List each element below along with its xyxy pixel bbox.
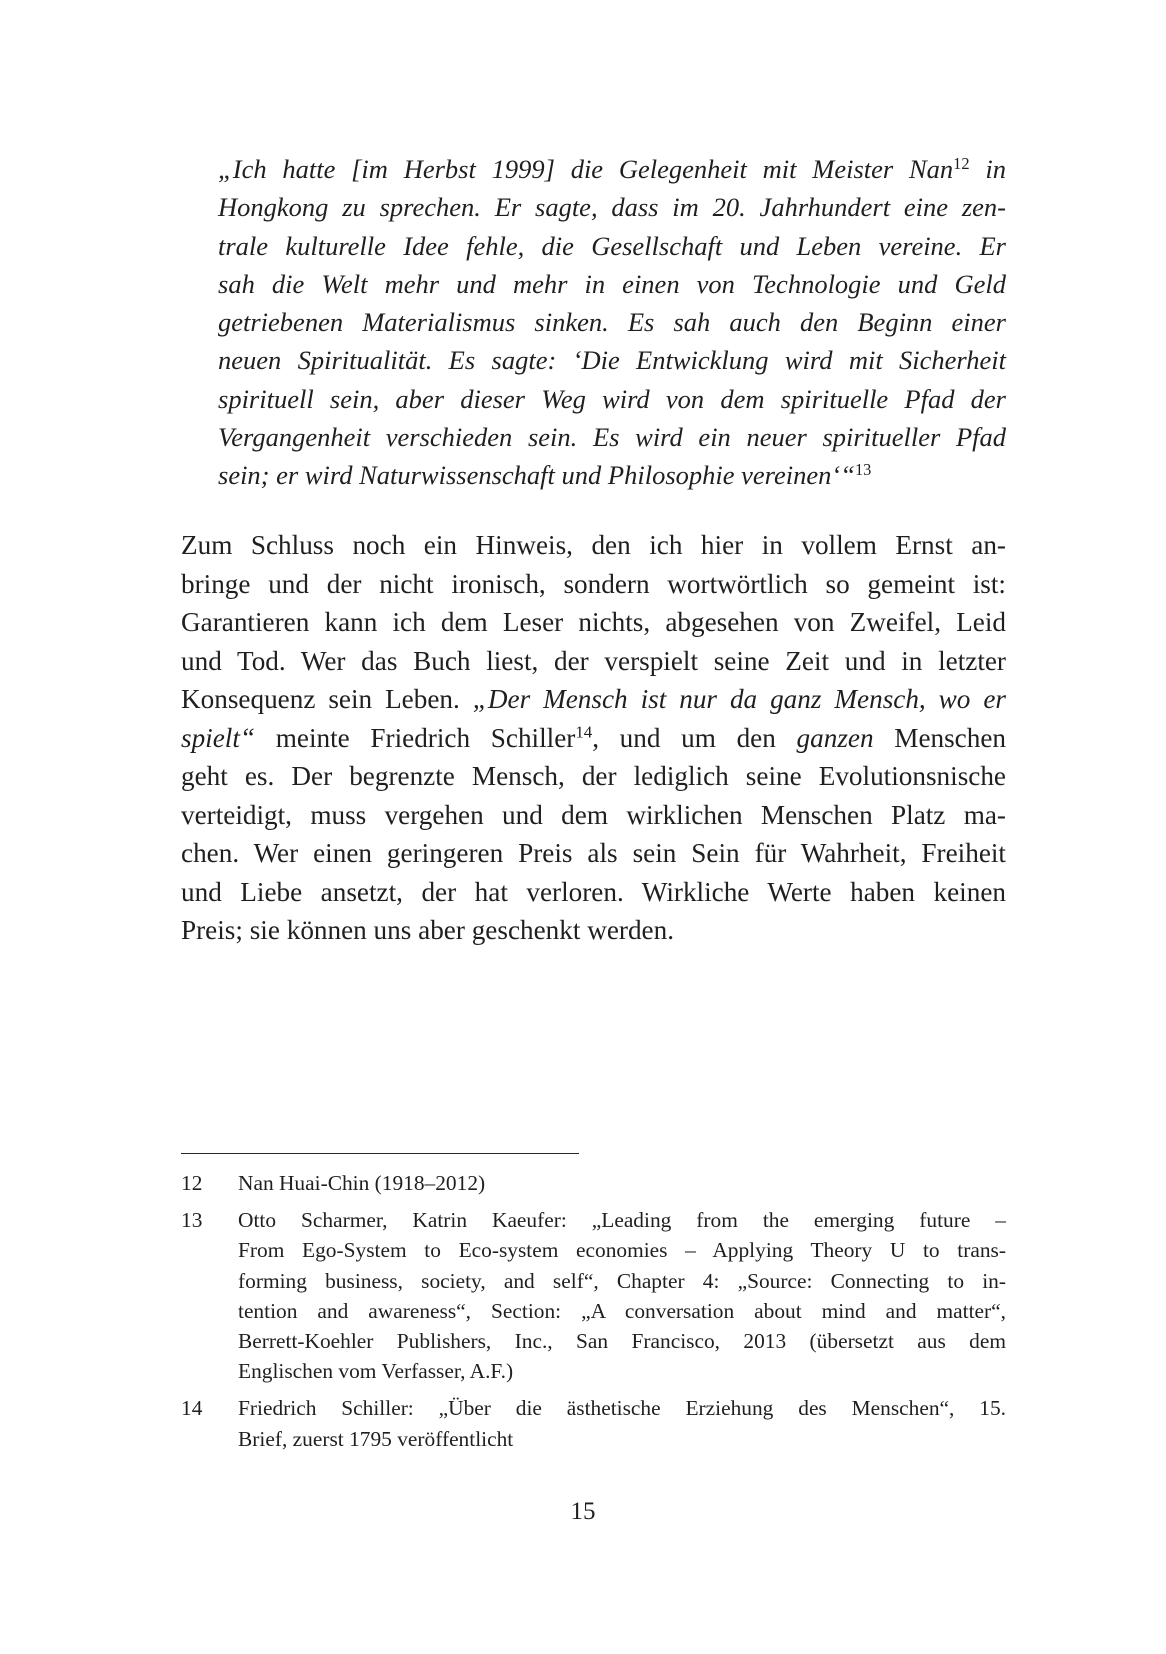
quote-line: „Ich hatte [im Herbst 1999] die Gelegenheit mit Meister Nan$^{12}$ in: [218, 153, 1006, 184]
quote-line: spirituell sein, aber dieser Weg wird von dem spirituelle Pfad der: [218, 383, 1006, 414]
body-paragraph: [181, 526, 1006, 950]
footnote-13: [181, 1205, 1006, 1386]
quote-line: neuen Spiritualität. Es sagte: ‘Die Entwicklung wird mit Sicherheit: [218, 345, 1006, 376]
quote-line: trale kulturelle Idee fehle, die Gesellschaft und Leben vereine. Er: [218, 230, 1006, 261]
page-number: 15: [570, 1498, 596, 1525]
footnotes: [181, 1168, 1006, 1461]
body-line: Garantieren kann ich dem Leser nichts, abgesehen von Zweifel, Leid: [181, 607, 1006, 637]
body-line: Konsequenz sein Leben. „Der Mensch ist nur da ganz Mensch, wo er: [181, 684, 1006, 714]
footnote-12: [181, 1168, 1006, 1198]
footnote-text: Friedrich Schiller: „Über die ästhetische Erziehung des Menschen“, 15. Brief, zuerst 1795 veröffentlicht: [238, 1396, 1006, 1451]
body-line: chen. Wer einen geringeren Preis als sein Sein für Wahrheit, Freiheit: [181, 838, 1006, 868]
footnote-14: [181, 1393, 1006, 1453]
body-line: Preis; sie können uns aber geschenkt werden.: [181, 915, 675, 945]
footnote-number: 14: [181, 1396, 203, 1421]
schiller-quote-part: „Der Mensch ist nur da ganz Mensch, wo er: [472, 684, 1006, 714]
body-line: und Tod. Wer das Buch liest, der verspielt seine Zeit und in letzter: [181, 645, 1006, 676]
footnote-text: Otto Scharmer, Katrin Kaeufer: „Leading from the emerging future – From Ego-System to Eco-system economies – Applying Theory U to trans- forming business, society, and self“, Chapter 4: „Source: Connecting to in- tention and awareness“, Section: „A conversation about mind and matter“, Berrett-Koehler Publishers, Inc., San Francisco, 2013 (übersetzt aus dem Englischen vom Verfasser, A.F.): [238, 1208, 1006, 1384]
schiller-quote-end: spielt“: [181, 722, 256, 753]
quote-line: getriebenen Materialismus sinken. Es sah auch den Beginn einer: [218, 307, 1006, 338]
body-line: verteidigt, muss vergehen und dem wirklichen Menschen Platz ma-: [181, 799, 1006, 830]
body-line: geht es. Der begrenzte Mensch, der lediglich seine Evolutionsnische: [181, 761, 1006, 791]
footnote-ref-12: 12: [953, 153, 970, 173]
body-line: Zum Schluss noch ein Hinweis, den ich hier in vollem Ernst an-: [181, 530, 1006, 560]
quote-line: sah die Welt mehr und mehr in einen von Technologie und Geld: [218, 268, 1006, 299]
quote-line: sein; er wird Naturwissenschaft und Philosophie vereinen‘“$^{13}$: [218, 460, 872, 491]
block-quote: [218, 150, 1006, 495]
quote-line: Vergangenheit verschieden sein. Es wird ein neuer spiritueller Pfad: [218, 422, 1006, 453]
footnote-number: 13: [181, 1208, 203, 1233]
body-line: spielt“ meinte Friedrich Schiller$^{14}$, und um den ganzen Menschen: [181, 722, 1007, 753]
emphasis-ganzen: ganzen: [796, 722, 874, 753]
body-line: und Liebe ansetzt, der hat verloren. Wirkliche Werte haben keinen: [181, 876, 1006, 907]
body-line: bringe und der nicht ironisch, sondern wortwörtlich so gemeint ist:: [181, 568, 1006, 599]
footnote-text: Nan Huai-Chin (1918–2012): [238, 1171, 486, 1195]
quote-line: Hongkong zu sprechen. Er sagte, dass im 20. Jahrhundert eine zen-: [218, 192, 1006, 223]
footnote-ref-14: 14: [575, 722, 593, 742]
footnote-separator: [181, 1153, 579, 1154]
footnote-ref-13: 13: [854, 460, 872, 480]
footnote-number: 12: [181, 1171, 203, 1195]
